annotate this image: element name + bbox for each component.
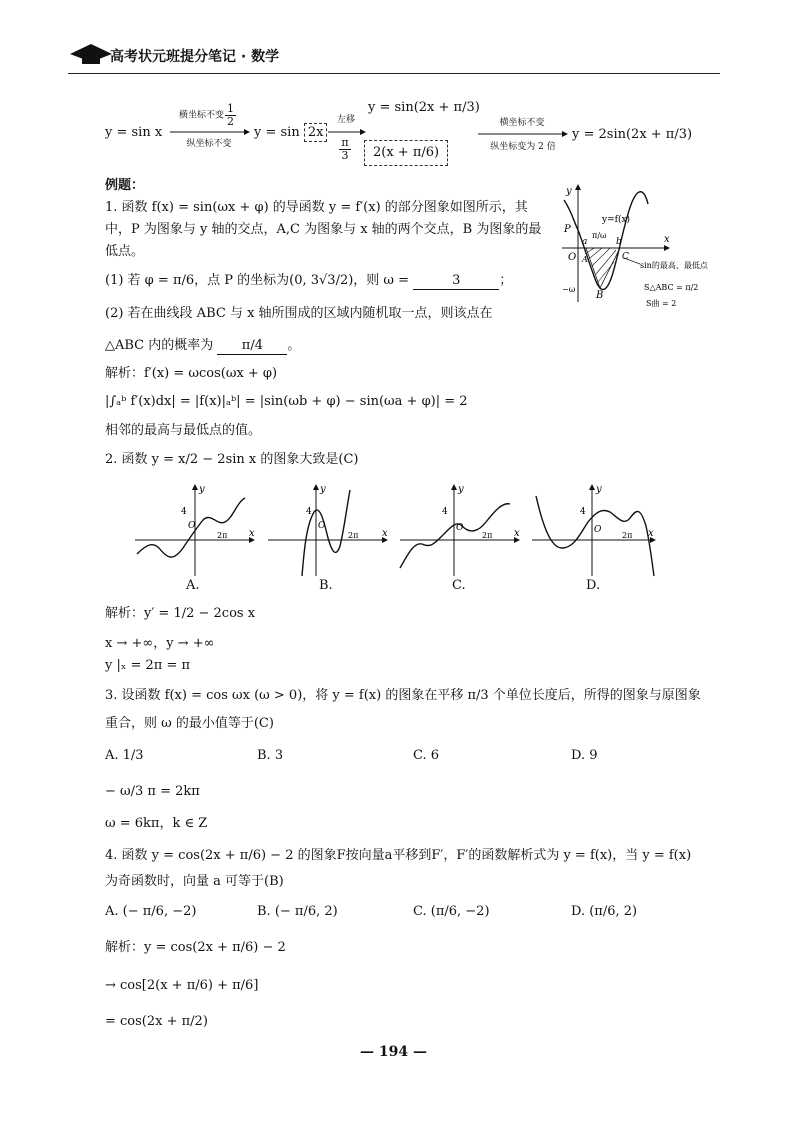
page-number: — 194 —: [360, 1044, 427, 1060]
q4-solution2: → cos[2(x + π/6) + π/6]: [105, 978, 259, 993]
svg-text:y: y: [596, 484, 602, 495]
svg-text:2π: 2π: [622, 531, 633, 540]
q1-part2-line2: △ABC 内的概率为 π/4 。: [105, 338, 301, 353]
svg-text:y: y: [458, 484, 464, 495]
q1-fig-x-label: x: [664, 234, 670, 245]
svg-text:4: 4: [181, 507, 187, 517]
transform-y4: y = 2sin(2x + π/3): [572, 127, 693, 142]
svg-text:y: y: [320, 484, 326, 495]
q1-line1: 1. 函数 f(x) = sin(ωx + φ) 的导函数 y = f′(x) 的部分图象如图所示，其: [105, 200, 528, 215]
transform-y1: y = sin x: [105, 125, 163, 140]
q1-solution1: 解析：f′(x) = ωcos(ωx + φ): [105, 366, 278, 381]
q1-solution2: |∫ₐᵇ f′(x)dx| = |f(x)|ₐᵇ| = |sin(ωb + φ) − sin(ωa + φ)| = 2: [105, 394, 468, 409]
q1-fig-y-label: y: [566, 186, 572, 197]
transform-arrow2-bottom: $\frac{\pi}{3}$: [341, 136, 349, 162]
q3-option-d: D. 9: [571, 748, 598, 763]
q1-fig-P-label: P: [564, 224, 571, 235]
q1-fig-B-label: B: [596, 290, 604, 301]
svg-text:y: y: [199, 484, 205, 495]
q4-option-b: B. (− π/6, 2): [257, 904, 338, 919]
q2-graph-c: [398, 482, 524, 580]
header-rule: [68, 73, 720, 74]
q2-stem: 2. 函数 y = x/2 − 2sin x 的图象大致是(C): [105, 452, 359, 467]
q1-part2-line1: (2) 若在曲线段 ABC 与 x 轴所围成的区域内随机取一点，则该点在: [105, 306, 493, 321]
q2-label-d: D.: [586, 578, 601, 593]
q1-fig-O-label: O: [568, 252, 577, 263]
svg-text:2π: 2π: [217, 531, 228, 540]
q1-fig-fx-label: y=f(x): [602, 215, 631, 225]
svg-text:2π: 2π: [348, 531, 359, 540]
q1-line2: 中，P 为图象与 y 轴的交点，A,C 为图象与 x 轴的两个交点，B 为图象的最: [105, 222, 542, 237]
q1-fig-y-arrow-icon: [575, 184, 581, 190]
q2-graph-d: [530, 482, 660, 580]
transform-arrow1-bottom: 纵坐标不变: [186, 139, 232, 149]
transform-y2: y = sin 2x: [254, 125, 327, 141]
q3-solution1: − ω/3 π = 2kπ: [105, 784, 200, 799]
q4-line2: 为奇函数时，向量 a 可等于(B): [105, 874, 284, 889]
q4-line1: 4. 函数 y = cos(2x + π/6) − 2 的图象F按向量a平移到F′，F′的函数解析式为 y = f(x)，当 y = f(x): [105, 848, 692, 863]
q2-graph-a: [133, 482, 259, 580]
examples-title: 例题：: [105, 178, 145, 193]
svg-text:4: 4: [306, 507, 312, 517]
q1-fig-note3: S曲 = 2: [646, 299, 677, 308]
q1-part1-answer: 3: [413, 273, 499, 290]
transform-y3-top: y = sin(2x + π/3): [368, 100, 480, 115]
q4-option-a: A. (− π/6, −2): [105, 904, 197, 919]
q1-fig-neg-omega-label: −ω: [562, 285, 576, 294]
q2-solution2: x → +∞，y → +∞: [105, 636, 215, 651]
q1-fig-b-label: b: [616, 237, 622, 247]
svg-text:x: x: [382, 528, 388, 539]
q2-label-c: C.: [452, 578, 466, 593]
q1-fig-note1: sin的最高、最低点: [640, 261, 708, 270]
mortarboard-icon: [68, 42, 114, 66]
q1-part2-answer: π/4: [217, 338, 287, 355]
q2-graph-b-curve: [302, 490, 350, 576]
q1-part1: (1) 若 φ = π/6，点 P 的坐标为(0, 3√3/2)，则 ω = 3 ；: [105, 273, 513, 288]
svg-text:O: O: [318, 521, 326, 531]
q1-fig-note2: S△ABC = π/2: [644, 283, 699, 292]
q2-solution3: y |ₓ = 2π = π: [105, 658, 191, 673]
q2-label-a: A.: [186, 578, 200, 593]
arrow1-icon: [170, 128, 250, 136]
transform-arrow3-top: 横坐标不变: [499, 118, 545, 128]
q4-solution3: = cos(2x + π/2): [105, 1014, 208, 1029]
transform-y2-box: 2x: [304, 123, 328, 142]
q3-line1: 3. 设函数 f(x) = cos ωx (ω > 0)，将 y = f(x) 的图象在平移 π/3 个单位长度后，所得的图象与原图象: [105, 688, 701, 703]
q4-option-d: D. (π/6, 2): [571, 904, 638, 919]
q3-option-c: C. 6: [413, 748, 440, 763]
q1-fig-C-label: C: [622, 252, 629, 262]
header-title: 高考状元班提分笔记 · 数学: [110, 49, 280, 65]
q1-solution3: 相邻的最高与最低点的值。: [105, 423, 262, 438]
arrow2-icon: [328, 128, 366, 136]
q3-option-a: A. 1/3: [105, 748, 144, 763]
q3-solution2: ω = 6kπ，k ∈ Z: [105, 816, 208, 831]
q2-solution1: 解析：y′ = 1/2 − 2cos x: [105, 606, 256, 621]
svg-text:4: 4: [442, 507, 448, 517]
q1-line3: 低点。: [105, 244, 145, 259]
q1-fig-pi-omega-label: π/ω: [592, 231, 607, 240]
arrow3-icon: [478, 130, 568, 138]
q3-line2: 重合，则 ω 的最小值等于(C): [105, 716, 274, 731]
svg-text:O: O: [594, 525, 602, 535]
q4-option-c: C. (π/6, −2): [413, 904, 490, 919]
q2-graph-c-curve: [400, 504, 510, 568]
transform-arrow1-top: 横坐标不变 $\frac{1}{2}$: [178, 102, 234, 128]
svg-text:O: O: [456, 523, 464, 533]
transform-arrow3-bottom: 纵坐标变为 2 倍: [490, 142, 556, 152]
transform-arrow2-top: 左移: [336, 115, 355, 125]
q1-figure: [560, 182, 730, 312]
q2-graph-d-curve: [536, 496, 654, 576]
q4-solution1: 解析：y = cos(2x + π/6) − 2: [105, 940, 286, 955]
q1-fig-A-label: A: [582, 255, 588, 264]
q1-fig-curve: [564, 192, 648, 290]
transform-y3-box: 2(x + π/6): [364, 140, 448, 166]
q2-label-b: B.: [319, 578, 333, 593]
svg-text:x: x: [249, 528, 255, 539]
q2-graph-b: [266, 482, 392, 580]
svg-text:2π: 2π: [482, 531, 493, 540]
svg-text:x: x: [648, 528, 654, 539]
svg-text:O: O: [188, 521, 196, 531]
svg-text:4: 4: [580, 507, 586, 517]
q3-option-b: B. 3: [257, 748, 284, 763]
q1-fig-a-label: a: [582, 237, 588, 247]
svg-text:x: x: [514, 528, 520, 539]
q1-fig-x-arrow-icon: [664, 245, 670, 251]
